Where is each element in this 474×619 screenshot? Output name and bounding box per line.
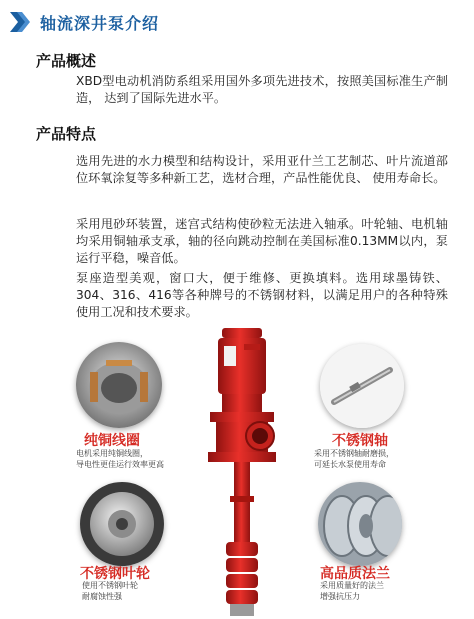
steel-impeller-icon bbox=[80, 482, 164, 566]
steel-shaft-icon bbox=[320, 344, 404, 428]
highlight-title-3: 不锈钢叶轮 bbox=[80, 566, 150, 582]
copper-coil-icon bbox=[76, 342, 162, 428]
page-header bbox=[0, 0, 474, 44]
overview-text: XBD型电动机消防系组采用国外多项先进技术，按照美国标准生产制造， 达到了国际先进水平。 bbox=[76, 74, 448, 105]
highlight-desc-3b: 耐腐蚀性强 bbox=[82, 592, 122, 601]
feature-paragraph-1: 选用先进的水力模型和结构设计，采用亚什兰工艺制芯、叶片流道部位环氧涂复等多种新工艺，选材合理，产品性能优良、 使用寿命长。 bbox=[76, 154, 448, 185]
flange-icon bbox=[318, 482, 402, 566]
highlight-desc-4a: 采用质量好的法兰 bbox=[320, 581, 384, 590]
highlight-desc-2a: 采用不锈钢轴耐磨损， bbox=[314, 449, 394, 458]
pump-illustration bbox=[196, 322, 286, 619]
highlight-desc-1b: 导电性更佳运行效率更高 bbox=[76, 460, 164, 469]
highlight-desc-2b: 可延长水泵使用寿命 bbox=[314, 460, 386, 469]
highlight-title-2: 不锈钢轴 bbox=[332, 433, 388, 449]
product-visual bbox=[0, 322, 474, 619]
features-title: 产品特点 bbox=[36, 125, 97, 143]
double-chevron-icon bbox=[10, 12, 32, 32]
highlight-title-1: 纯铜线圈 bbox=[84, 433, 140, 449]
feature-paragraph-2: 采用甩砂环装置，迷宫式结构使砂粒无法进入轴承。叶轮轴、电机轴均采用铜轴承支承，轴的径向跳动控制在美国标准0.13MM以内，泵运行平稳，噪音低。 bbox=[76, 217, 448, 265]
page-title: 轴流深井泵介绍 bbox=[40, 14, 160, 33]
highlight-desc-4b: 增强抗压力 bbox=[320, 592, 360, 601]
highlight-desc-3a: 使用不锈钢叶轮 bbox=[82, 581, 138, 590]
feature-paragraph-3: 泵座造型美观，窗口大，便于维修、更换填料。选用球墨铸铁、304、316、416等各种牌号的不锈钢材料，以满足用户的各种特殊使用工况和技术要求。 bbox=[76, 271, 448, 319]
overview-title: 产品概述 bbox=[36, 52, 97, 70]
highlight-desc-1a: 电机采用纯铜线圈， bbox=[76, 449, 148, 458]
highlight-title-4: 高品质法兰 bbox=[320, 566, 390, 582]
